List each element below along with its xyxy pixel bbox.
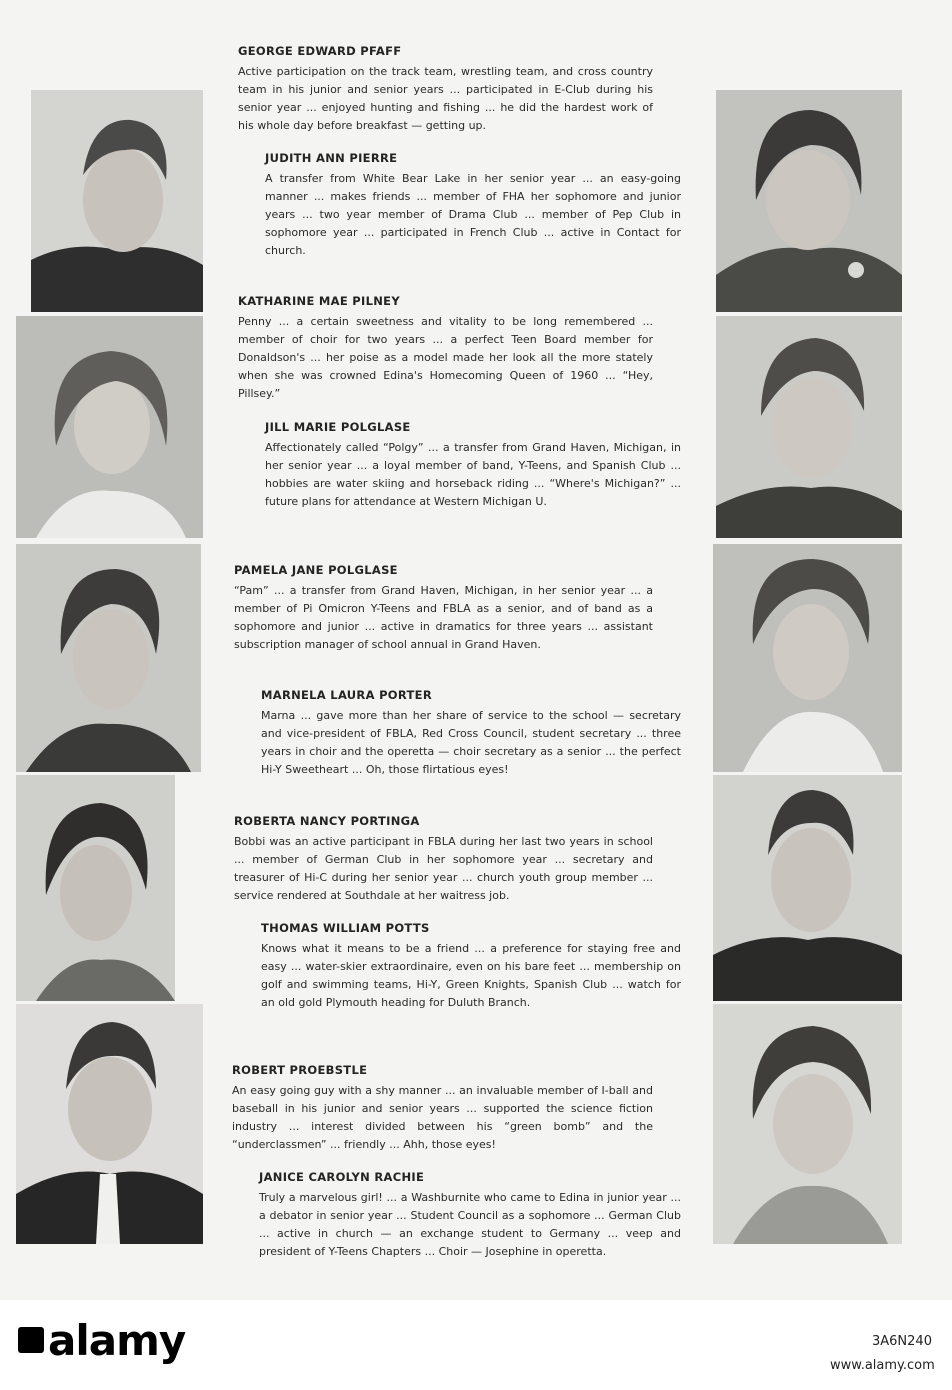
student-name: JANICE CAROLYN RACHIE: [259, 1170, 425, 1184]
student-name: ROBERTA NANCY PORTINGA: [234, 814, 420, 828]
portrait-pamela-polglase: [16, 544, 201, 772]
student-bio: Active participation on the track team, wrestling team, and cross country team in his junior and senior years ... participated in E-Club during his senior year ... enjoyed hunting and fishing ... he did the hardest work of his whole day before breakfast — getting up.: [238, 65, 653, 132]
entry-jill-polglase: [265, 420, 681, 511]
portrait-jill-polglase: [716, 316, 902, 538]
student-name: MARNELA LAURA PORTER: [261, 688, 432, 702]
entry-roberta-portinga: [234, 814, 653, 905]
student-name: THOMAS WILLIAM POTTS: [261, 921, 430, 935]
stock-url: www.alamy.com: [830, 1358, 935, 1373]
alamy-logo: [18, 1316, 185, 1365]
entry-thomas-potts: [261, 921, 681, 1012]
entry-katharine-pilney: [238, 294, 653, 403]
alamy-logo-icon: [18, 1327, 44, 1353]
portrait-robert-proebstle: [16, 1004, 203, 1244]
student-name: JILL MARIE POLGLASE: [265, 420, 411, 434]
portrait-janice-rachie: [713, 1004, 902, 1244]
student-name: GEORGE EDWARD PFAFF: [238, 44, 402, 58]
student-name: PAMELA JANE POLGLASE: [234, 563, 398, 577]
entry-robert-proebstle: [232, 1063, 653, 1154]
student-bio: An easy going guy with a shy manner ... an invaluable member of I-ball and baseball in his junior and senior years ... supported the science fiction industry ... interest divided between his “green bomb” and the “underclassmen” ... friendly ... Ahh, those eyes!: [232, 1084, 653, 1151]
entry-pamela-polglase: [234, 563, 653, 654]
portrait-george-pfaff: [31, 90, 203, 312]
entry-judith-pierre: [265, 151, 681, 260]
entry-janice-rachie: [259, 1170, 681, 1261]
student-bio: Bobbi was an active participant in FBLA during her last two years in school ... member of German Club in her sophomore year ... secretary and treasurer of Hi-C during her senior year ... church youth group member ... service rendered at Southdale at her waitress job.: [234, 835, 653, 902]
student-bio: Affectionately called “Polgy” ... a transfer from Grand Haven, Michigan, in her senior year ... a loyal member of band, Y-Teens, and Spanish Club ... hobbies are water skiing and horseback riding ... “Where's Michigan?” ... future plans for attendance at Western Michigan U.: [265, 441, 681, 508]
entry-george-pfaff: [238, 44, 653, 135]
portrait-judith-pierre: [716, 90, 902, 312]
student-bio: Truly a marvelous girl! ... a Washburnite who came to Edina in junior year ... a debator in senior year ... Student Council as a sophomore ... German Club ... active in church — an exchange student to Germany ... veep and president of Y-Teens Chapters ... Choir — Josephine in operetta.: [259, 1191, 681, 1258]
alamy-logo-text: alamy: [48, 1316, 186, 1365]
student-bio: Knows what it means to be a friend ... a preference for staying free and easy ... water-skier extraordinaire, even on his bare feet ... membership on golf and swimming teams, Hi-Y, Green Knights, Spanish Club ... watch for an old gold Plymouth heading for Duluth Branch.: [261, 942, 681, 1009]
image-id: 3A6N240: [872, 1334, 932, 1349]
student-bio: “Pam” ... a transfer from Grand Haven, Michigan, in her senior year ... a member of Pi Omicron Y-Teens and FBLA as a senior, and of band as a sophomore and junior ... active in dramatics for three years ... assistant subscription manager of school annual in Grand Haven.: [234, 584, 653, 651]
student-name: JUDITH ANN PIERRE: [265, 151, 398, 165]
portrait-thomas-potts: [713, 775, 902, 1001]
portrait-katharine-pilney: [16, 316, 203, 538]
portrait-marnela-porter: [713, 544, 902, 772]
student-bio: Penny ... a certain sweetness and vitality to be long remembered ... member of choir for two years ... a perfect Teen Board member for Donaldson's ... her poise as a model made her look all the more stately when she was crowned Edina's Homecoming Queen of 1960 ... “Hey, Pillsey.”: [238, 315, 653, 400]
student-bio: Marna ... gave more than her share of service to the school — secretary and vice-president of FBLA, Red Cross Council, student secretary ... three years in choir and the operetta — choir secretary as a senior ... the perfect Hi-Y Sweetheart ... Oh, those flirtatious eyes!: [261, 709, 681, 776]
student-name: ROBERT PROEBSTLE: [232, 1063, 368, 1077]
student-bio: A transfer from White Bear Lake in her senior year ... an easy-going manner ... makes friends ... member of FHA her sophomore and junior years ... two year member of Drama Club ... member of Pep Club in sophomore year ... participated in French Club ... active in Contact for church.: [265, 172, 681, 257]
student-name: KATHARINE MAE PILNEY: [238, 294, 400, 308]
entry-marnela-porter: [261, 688, 681, 779]
portrait-roberta-portinga: [16, 775, 175, 1001]
